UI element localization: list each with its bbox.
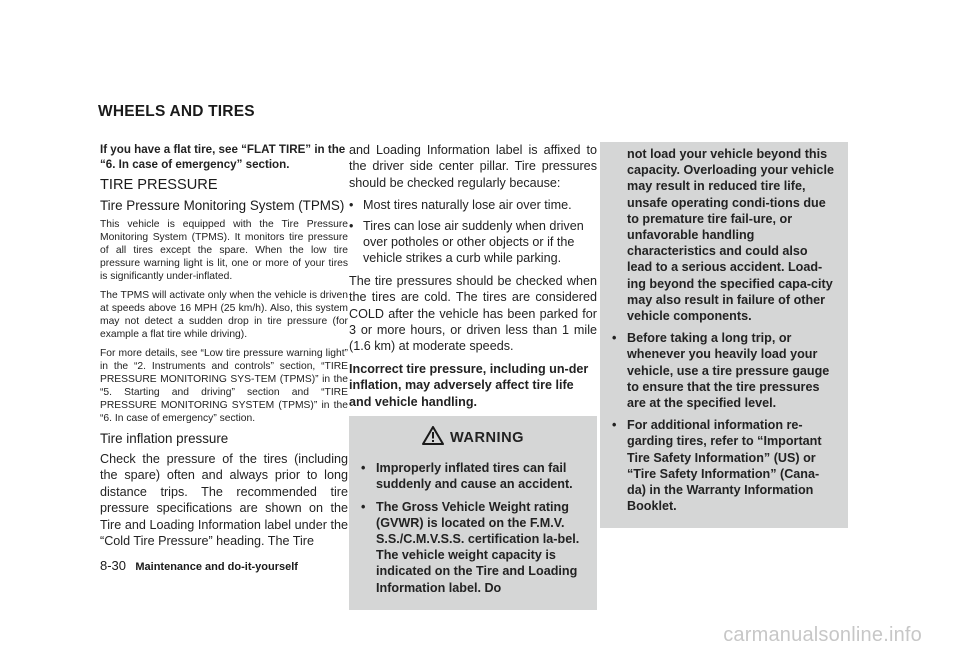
- bullet-icon: •: [612, 418, 617, 433]
- column-2: [349, 142, 597, 610]
- tpms-paragraph-1: This vehicle is equipped with the Tire Pressure Monitoring System (TPMS). It monitors tire pressure of all tires except the spare. When the low tire pressure warning light is lit, one or more of your tires is significantly under-inflated.: [100, 219, 348, 282]
- page-number: 8-30: [100, 558, 127, 573]
- subsection-title-tpms: Tire Pressure Monitoring System (TPMS): [100, 198, 345, 213]
- incorrect-pressure-note: Incorrect tire pressure, including un-der inflation, may adversely affect tire life and vehicle handling.: [349, 361, 589, 409]
- warning-header: [361, 426, 585, 450]
- footer-section-title: Maintenance and do-it-yourself: [135, 561, 298, 573]
- flat-tire-note: If you have a flat tire, see “FLAT TIRE” in the “6. In case of emergency” section.: [100, 143, 346, 171]
- subsection-title-inflation: Tire inflation pressure: [100, 431, 229, 446]
- list-item: • For additional information re-garding tires, refer to “Important Tire Safety Information” (US) or “Tire Safety Information” (Cana-da) in the Warranty Information Booklet.: [612, 418, 822, 514]
- reasons-list: [349, 197, 597, 267]
- warning-triangle-icon: [422, 426, 444, 450]
- warning-continuation: not load your vehicle beyond this capacity. Overloading your vehicle may result in reduced tire life, unsafe operating condi-tions due to premature tire fail-ure, or unfavorable handling characteristics and could also lead to a serious accident. Load-ing beyond the specified capa-city may also result in failure of other vehicle components.: [627, 147, 834, 324]
- cold-tires-paragraph: The tire pressures should be checked when the tires are cold. The tires are considered COLD after the vehicle has been parked for 3 or more hours, or driven less than 1 mile (1.6 km) at moderate speeds.: [349, 273, 597, 354]
- bullet-icon: •: [361, 461, 366, 476]
- bullet-icon: •: [361, 499, 366, 514]
- label-paragraph: and Loading Information label is affixed to the driver side center pillar. Tire pressures should be checked regularly because:: [349, 143, 597, 190]
- page-footer: [100, 558, 298, 573]
- bullet-icon: •: [349, 218, 354, 233]
- warning-box: [349, 416, 597, 610]
- bullet-icon: •: [349, 198, 354, 213]
- warning-list: [361, 460, 585, 596]
- warning-title: WARNING: [449, 430, 525, 447]
- watermark: carmanualsonline.info: [723, 624, 922, 646]
- column-1: [100, 142, 348, 555]
- column-3: [600, 142, 848, 528]
- list-item: • Improperly inflated tires can fail suddenly and cause an accident.: [361, 461, 573, 492]
- list-item: • Before taking a long trip, or whenever you heavily load your vehicle, use a tire pressure gauge to ensure that the tire pressures are at the specified level.: [612, 331, 830, 411]
- page-heading: WHEELS AND TIRES: [98, 103, 255, 120]
- bullet-icon: •: [612, 331, 617, 346]
- list-item: • The Gross Vehicle Weight rating (GVWR) is located on the F.M.V. S.S./C.M.V.S.S. certification la-bel. The vehicle weight capacity is indicated on the Tire and Loading Information label. Do: [361, 499, 580, 595]
- tpms-paragraph-3: For more details, see “Low tire pressure warning light” in the “2. Instruments and controls” section, “TIRE PRESSURE MONITORING SYS-TEM (TPMS)” in the “5. Starting and driving” section and “TIRE PRESSURE MONITORING SYSTEM (TPMS)” in the “6. In case of emergency” section.: [100, 348, 348, 424]
- warning-box-continued: [600, 142, 848, 528]
- warning-list-continued: [612, 330, 836, 514]
- inflation-paragraph: Check the pressure of the tires (including the spare) often and always prior to long distance trips. The recommended tire pressure specifications are shown on the Tire and Loading Information label under the “Cold Tire Pressure” heading. The Tire: [100, 452, 348, 549]
- section-title: TIRE PRESSURE: [100, 177, 218, 193]
- list-item: • Most tires naturally lose air over time.: [349, 198, 572, 213]
- list-item: • Tires can lose air suddenly when driven over potholes or other objects or if the vehicle strikes a curb while parking.: [349, 218, 584, 266]
- tpms-paragraph-2: The TPMS will activate only when the vehicle is driven at speeds above 16 MPH (25 km/h). Also, this system may not detect a sudden drop in tire pressure (for example a flat tire while driving).: [100, 290, 348, 340]
